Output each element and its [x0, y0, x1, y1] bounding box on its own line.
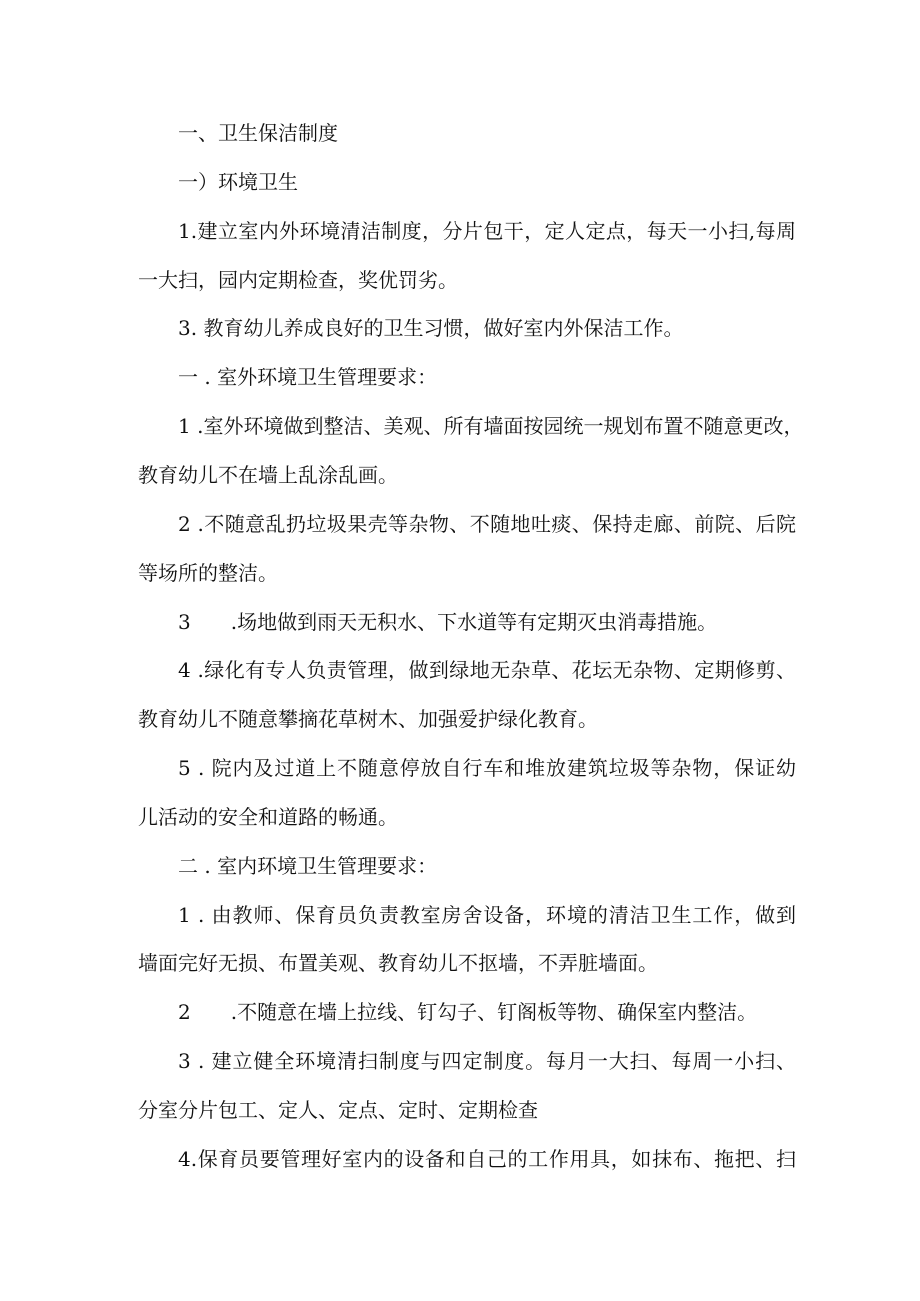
paragraph-line: 4 .绿化有专人负责管理，做到绿地无杂草、花坛无杂物、定期修剪、 [178, 658, 796, 683]
paragraph-line: 3 .场地做到雨天无积水、下水道等有定期灭虫消毒措施。 [178, 609, 718, 634]
paragraph-continuation-line: 等场所的整洁。 [138, 560, 278, 585]
paragraph-continuation-line: 墙面完好无损、布置美观、教育幼儿不抠墙，不弄脏墙面。 [138, 951, 658, 976]
paragraph-line: 1 .室外环境做到整洁、美观、所有墙面按园统一规划布置不随意更改， [178, 414, 804, 439]
paragraph-continuation-line: 一大扫，园内定期检查，奖优罚劣。 [138, 267, 458, 292]
paragraph-continuation-line: 教育幼儿不在墙上乱涂乱画。 [138, 462, 398, 487]
paragraph-line: 一、卫生保洁制度 [178, 121, 338, 145]
paragraph-line: 5 . 院内及过道上不随意停放自行车和堆放建筑垃圾等杂物，保证幼 [178, 756, 796, 781]
paragraph-line: 1.建立室内外环境清洁制度，分片包干，定人定点，每天一小扫,每周 [178, 218, 796, 243]
paragraph-line: 二 . 室内环境卫生管理要求： [178, 853, 438, 878]
paragraph-continuation-line: 分室分片包工、定人、定点、定时、定期检查 [138, 1098, 538, 1122]
paragraph-line: 3. 教育幼儿养成良好的卫生习惯，做好室内外保洁工作。 [178, 316, 684, 341]
paragraph-continuation-line: 儿活动的安全和道路的畅通。 [138, 804, 398, 829]
paragraph-line: 4.保育员要管理好室内的设备和自己的工作用具，如抹布、拖把、扫 [178, 1146, 796, 1171]
paragraph-continuation-line: 教育幼儿不随意攀摘花草树木、加强爱护绿化教育。 [138, 707, 598, 732]
paragraph-line: 一）环境卫生 [178, 169, 298, 194]
paragraph-line: 2 .不随意在墙上拉线、钉勾子、钉阁板等物、确保室内整洁。 [178, 1000, 758, 1025]
paragraph-line: 1 . 由教师、保育员负责教室房舍设备，环境的清洁卫生工作，做到 [178, 902, 796, 927]
paragraph-line: 2 .不随意乱扔垃圾果壳等杂物、不随地吐痰、保持走廊、前院、后院 [178, 511, 796, 536]
paragraph-line: 一 . 室外环境卫生管理要求： [178, 365, 438, 390]
paragraph-line: 3 . 建立健全环境清扫制度与四定制度。每月一大扫、每周一小扫、 [178, 1049, 796, 1074]
